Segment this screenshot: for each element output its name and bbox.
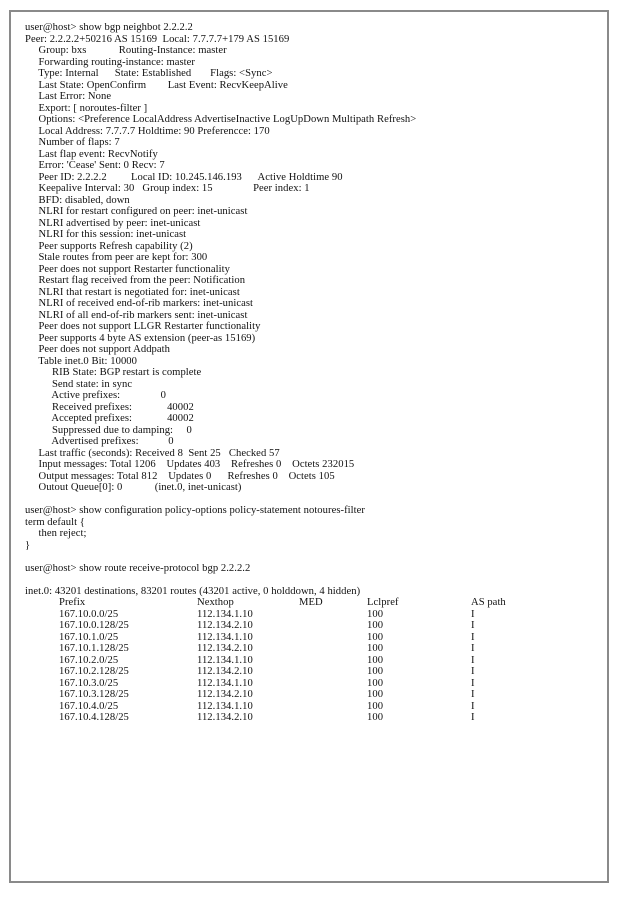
- route-table-cell: 112.134.1.10: [197, 631, 253, 643]
- output-line: term default {: [25, 516, 85, 528]
- output-line: Forwarding routing-instance: master: [25, 56, 195, 68]
- route-table-cell: 167.10.1.0/25: [59, 631, 119, 643]
- route-table-cell: I: [471, 700, 475, 712]
- route-table-header-cell: AS path: [471, 597, 506, 608]
- route-table-cell: 100: [367, 654, 384, 666]
- route-table-row: [25, 632, 605, 644]
- route-table-cell: 112.134.1.10: [197, 608, 253, 620]
- route-table-header-cell: MED: [299, 597, 323, 608]
- route-table-cell: 167.10.0.0/25: [59, 608, 119, 620]
- output-line: Last Error: None: [25, 91, 112, 102]
- output-line: Advertised prefixes: 0: [25, 436, 174, 447]
- route-table-row: [25, 712, 605, 724]
- route-table-row: [25, 609, 605, 621]
- output-line: Last flap event: RecvNotify: [25, 148, 158, 160]
- output-line: Table inet.0 Bit: 10000: [25, 355, 137, 367]
- route-table-row: [25, 701, 605, 713]
- route-table-cell: I: [471, 608, 475, 620]
- output-line: Keepalive Interval: 30 Group index: 15 Peer index: 1: [25, 183, 310, 194]
- output-line: Peer does not support LLGR Restarter functionality: [25, 321, 261, 332]
- output-line: Export: [ noroutes-filter ]: [25, 102, 148, 114]
- output-line: [25, 494, 605, 506]
- output-line: Peer does not support Restarter functionality: [25, 263, 230, 275]
- route-table-row: [25, 655, 605, 667]
- output-line: NLRI for restart configured on peer: inet-unicast: [25, 206, 248, 217]
- route-table-cell: I: [471, 654, 475, 666]
- route-table-cell: 112.134.2.10: [197, 689, 253, 700]
- route-table-cell: 167.10.2.0/25: [59, 654, 119, 666]
- route-table-cell: 100: [367, 608, 384, 620]
- output-line: Stale routes from peer are kept for: 300: [25, 252, 208, 263]
- output-line: NLRI for this session: inet-unicast: [25, 229, 187, 240]
- route-table-cell: I: [471, 620, 475, 631]
- output-line: Peer: 2.2.2.2+50216 AS 15169 Local: 7.7.7.7+179 AS 15169: [25, 33, 290, 45]
- output-line: BFD: disabled, down: [25, 194, 130, 206]
- output-line: Number of flaps: 7: [25, 137, 120, 148]
- output-line: Received prefixes: 40002: [25, 401, 194, 413]
- route-table-cell: 112.134.2.10: [197, 643, 253, 654]
- output-line: Restart flag received from the peer: Notification: [25, 275, 246, 286]
- route-table-header-cell: Nexthop: [197, 597, 234, 608]
- route-table-row: [25, 620, 605, 632]
- output-line: RIB State: BGP restart is complete: [25, 367, 202, 378]
- output-line: Local Address: 7.7.7.7 Holdtime: 90 Preferencce: 170: [25, 125, 270, 137]
- output-line: inet.0: 43201 destinations, 83201 routes (43201 active, 0 holddown, 4 hidden): [25, 585, 361, 597]
- output-line: NLRI that restart is negotiated for: inet-unicast: [25, 286, 240, 298]
- output-line: Peer supports 4 byte AS extension (peer-as 15169): [25, 332, 256, 344]
- route-table-cell: 167.10.4.128/25: [59, 712, 129, 723]
- output-line: Peer does not support Addpath: [25, 344, 170, 355]
- output-line: Active prefixes: 0: [25, 390, 166, 401]
- route-table-cell: I: [471, 689, 475, 700]
- route-table-cell: 112.134.2.10: [197, 620, 253, 631]
- command-line: user@host> show bgp neighbot 2.2.2.2: [25, 22, 193, 33]
- output-line: NLRI of received end-of-rib markers: inet-unicast: [25, 298, 254, 309]
- route-table-header-cell: Prefix: [59, 597, 86, 608]
- route-table-cell: I: [471, 643, 475, 654]
- output-line: Accepted prefixes: 40002: [25, 413, 194, 424]
- route-table-cell: 100: [367, 631, 384, 643]
- output-line: Peer ID: 2.2.2.2 Local ID: 10.245.146.193 Active Holdtime 90: [25, 171, 343, 183]
- route-table-cell: 167.10.4.0/25: [59, 700, 119, 712]
- output-line: }: [25, 539, 31, 551]
- route-table-cell: 167.10.3.128/25: [59, 689, 129, 700]
- output-line: NLRI of all end-of-rib markers sent: inet-unicast: [25, 309, 248, 321]
- route-table-cell: I: [471, 677, 475, 689]
- route-table-header-cell: Lclpref: [367, 597, 399, 608]
- output-line: Suppressed due to damping: 0: [25, 424, 192, 436]
- terminal-text: [25, 22, 605, 724]
- output-line: [25, 551, 605, 563]
- route-table-cell: 100: [367, 666, 384, 677]
- route-table-cell: 100: [367, 689, 384, 700]
- route-table-cell: 112.134.1.10: [197, 700, 253, 712]
- route-table-cell: 112.134.2.10: [197, 666, 253, 677]
- route-table-row: [25, 643, 605, 655]
- route-table-cell: 100: [367, 700, 384, 712]
- route-table-cell: I: [471, 631, 475, 643]
- route-table-cell: 167.10.3.0/25: [59, 677, 119, 689]
- output-line: Output messages: Total 812 Updates 0 Refreshes 0 Octets 105: [25, 470, 335, 482]
- route-table-row: [25, 689, 605, 701]
- route-table-cell: I: [471, 712, 475, 723]
- output-line: Send state: in sync: [25, 378, 133, 390]
- output-line: Last State: OpenConfirm Last Event: RecvKeepAlive: [25, 79, 288, 91]
- output-line: Group: bxs Routing-Instance: master: [25, 45, 227, 56]
- route-table-cell: I: [471, 666, 475, 677]
- route-table-cell: 100: [367, 712, 384, 723]
- route-table-header: [25, 597, 605, 609]
- output-line: Error: 'Cease' Sent: 0 Recv: 7: [25, 160, 165, 171]
- route-table-cell: 112.134.1.10: [197, 677, 253, 689]
- output-line: Input messages: Total 1206 Updates 403 Refreshes 0 Octets 232015: [25, 459, 355, 470]
- route-table-cell: 167.10.2.128/25: [59, 666, 129, 677]
- route-table-row: [25, 678, 605, 690]
- route-table-cell: 112.134.1.10: [197, 654, 253, 666]
- output-line: Outout Queue[0]: 0 (inet.0, inet-unicast): [25, 482, 242, 493]
- output-line: Type: Internal State: Established Flags: <Sync>: [25, 68, 273, 79]
- output-line: Options: <Preference LocalAddress AdvertiseInactive LogUpDown Multipath Refresh>: [25, 114, 417, 125]
- output-line: Peer supports Refresh capability (2): [25, 240, 193, 252]
- route-table-cell: 167.10.1.128/25: [59, 643, 129, 654]
- route-table-cell: 112.134.2.10: [197, 712, 253, 723]
- route-table-cell: 100: [367, 677, 384, 689]
- output-line: [25, 574, 605, 586]
- route-table-cell: 100: [367, 620, 384, 631]
- command-line: user@host> show route receive-protocol bgp 2.2.2.2: [25, 562, 251, 574]
- output-line: then reject;: [25, 528, 87, 539]
- terminal-output-panel: [9, 10, 609, 883]
- route-table-row: [25, 666, 605, 678]
- command-line: user@host> show configuration policy-options policy-statement notoures-filter: [25, 505, 365, 516]
- output-line: NLRI advertised by peer: inet-unicast: [25, 217, 201, 229]
- route-table-cell: 167.10.0.128/25: [59, 620, 129, 631]
- route-table-cell: 100: [367, 643, 384, 654]
- output-line: Last traffic (seconds): Received 8 Sent 25 Checked 57: [25, 447, 280, 459]
